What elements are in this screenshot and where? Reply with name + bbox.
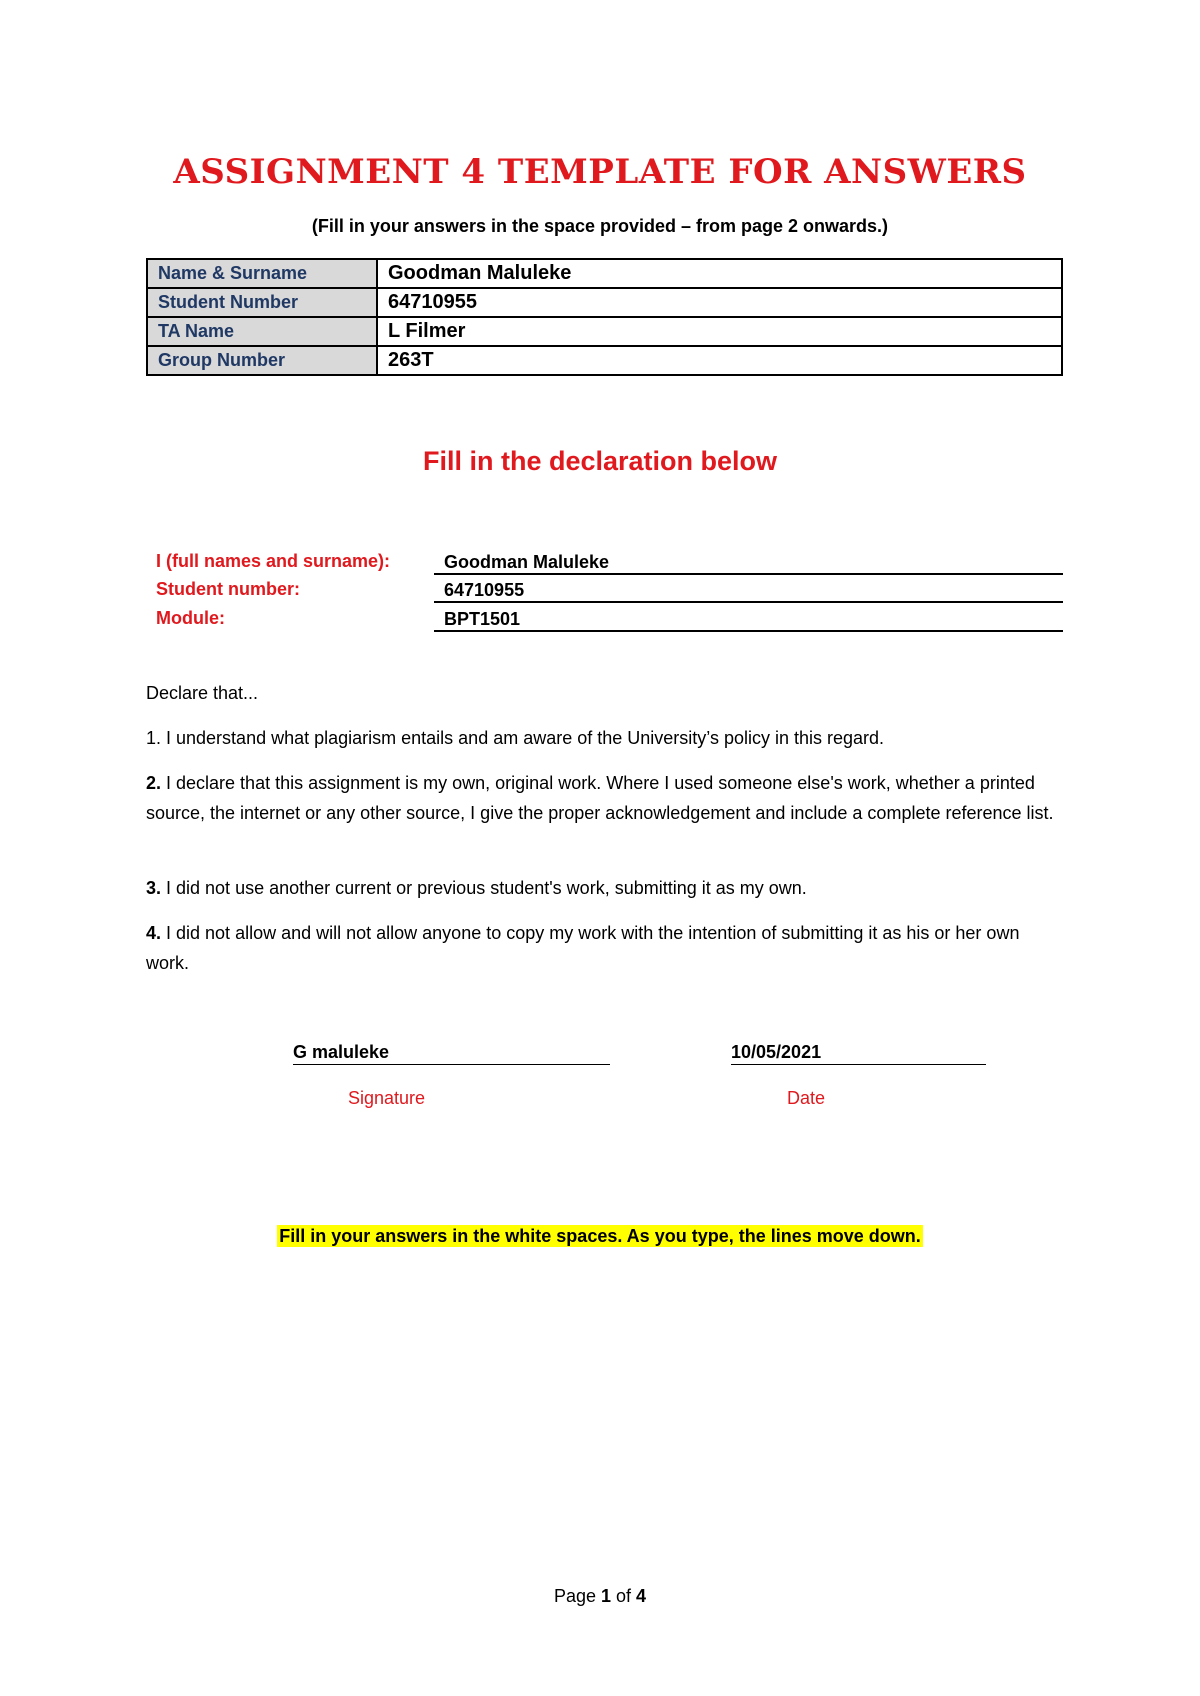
declaration-statement xyxy=(146,918,1066,978)
ta-name-value: L Filmer xyxy=(377,317,1062,346)
student-info-table xyxy=(146,258,1063,376)
signature-caption: Signature xyxy=(348,1088,426,1108)
instruction-note-text: Fill in your answers in the white spaces. As you type, the lines move down. xyxy=(279,1226,921,1246)
statement-number: 1. xyxy=(146,728,162,748)
declaration-full-name-value: Goodman Maluleke xyxy=(434,549,1063,575)
of-word: of xyxy=(611,1586,637,1606)
ta-name-label: TA Name xyxy=(147,317,377,346)
group-number-value: 263T xyxy=(377,346,1062,375)
declaration-module-row xyxy=(156,606,1063,634)
declaration-full-name-row xyxy=(156,549,1063,577)
name-surname-value: Goodman Maluleke xyxy=(377,259,1062,288)
date-caption: Date xyxy=(787,1088,826,1108)
declaration-full-name-label: I (full names and surname): xyxy=(156,551,391,571)
statement-text: I did not allow and will not allow anyone to copy my work with the intention of submitting it as his or her own work. xyxy=(146,923,1020,973)
table-row xyxy=(147,346,1062,375)
declaration-heading: Fill in the declaration below xyxy=(422,446,778,476)
student-number-value: 64710955 xyxy=(377,288,1062,317)
declaration-statement xyxy=(146,873,1066,903)
declaration-student-number-row xyxy=(156,577,1063,605)
declaration-module-label: Module: xyxy=(156,608,225,628)
statement-number: 2. xyxy=(146,773,162,793)
table-row xyxy=(147,288,1062,317)
group-number-label: Group Number xyxy=(147,346,377,375)
table-row xyxy=(147,259,1062,288)
name-surname-label: Name & Surname xyxy=(147,259,377,288)
table-row xyxy=(147,317,1062,346)
page-current: 1 xyxy=(601,1586,612,1606)
statement-text: I did not use another current or previous student's work, submitting it as my own. xyxy=(161,878,807,898)
declaration-intro: Declare that... xyxy=(146,683,259,703)
signature-value: G maluleke xyxy=(293,1040,610,1065)
page-total: 4 xyxy=(636,1586,647,1606)
page-footer xyxy=(0,1586,1200,1607)
page-subtitle: (Fill in your answers in the space provided – from page 2 onwards.) xyxy=(311,216,889,236)
date-value: 10/05/2021 xyxy=(731,1040,986,1065)
declaration-statement xyxy=(146,723,1066,753)
statement-number: 4. xyxy=(146,923,162,943)
page-title: ASSIGNMENT 4 TEMPLATE FOR ANSWERS xyxy=(173,152,1027,192)
declaration-statement xyxy=(146,768,1066,828)
statement-text: I declare that this assignment is my own, original work. Where I used someone else's work, whether a printed source, the internet or any other source, I give the proper acknowledgement and include a complete reference list. xyxy=(146,773,1054,823)
page-word: Page xyxy=(553,1586,601,1606)
student-number-label: Student Number xyxy=(147,288,377,317)
declaration-student-number-label: Student number: xyxy=(156,579,300,599)
instruction-note xyxy=(0,1226,1200,1247)
declaration-student-number-value: 64710955 xyxy=(434,577,1063,603)
statement-number: 3. xyxy=(146,878,162,898)
declaration-module-value: BPT1501 xyxy=(434,606,1063,632)
statement-text: I understand what plagiarism entails and am aware of the University’s policy in this regard. xyxy=(161,728,885,748)
